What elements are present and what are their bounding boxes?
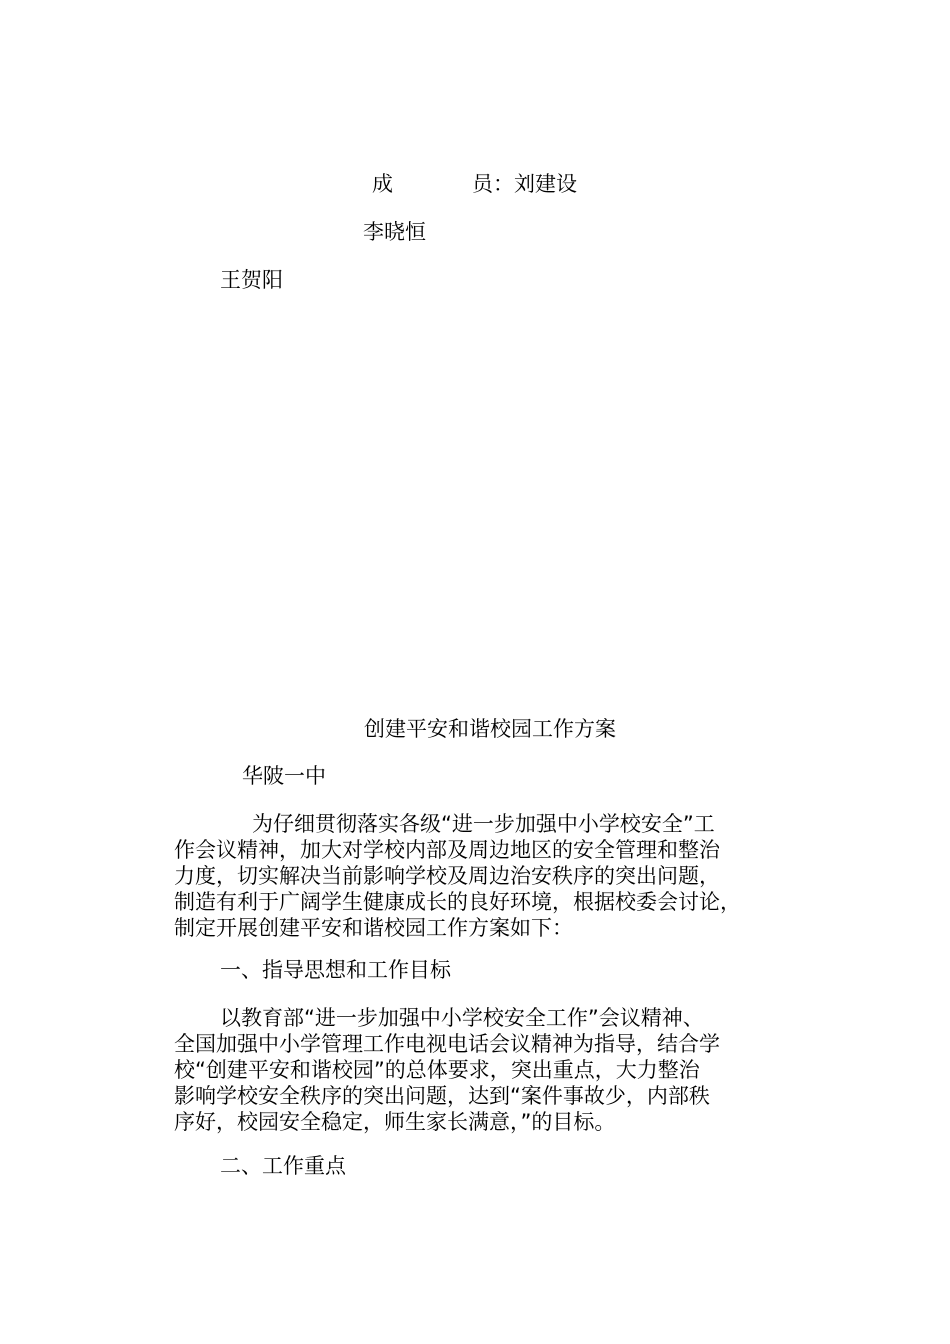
members-line bbox=[372, 171, 577, 197]
section-1-heading: 一、指导思想和工作目标 bbox=[220, 958, 451, 982]
section-1-line: 全国加强中小学管理工作电视电话会议精神为指导，结合学 bbox=[174, 1032, 720, 1056]
intro-paragraph bbox=[174, 811, 774, 941]
section-1-paragraph bbox=[174, 1005, 774, 1135]
intro-line: 制定开展创建平安和谐校园工作方案如下： bbox=[174, 916, 573, 940]
member-name-2: 李晓恒 bbox=[363, 220, 426, 244]
section-1-line: 校“创建平安和谐校园”的总体要求，突出重点，大力整治 bbox=[174, 1058, 700, 1082]
members-label-char-1: 成 bbox=[372, 172, 393, 196]
section-2-heading: 二、工作重点 bbox=[220, 1154, 346, 1178]
member-name-3: 王贺阳 bbox=[220, 268, 283, 292]
member-name-1: 刘建设 bbox=[514, 172, 577, 196]
section-1-line: 影响学校安全秩序的突出问题，达到“案件事故少，内部秩 bbox=[174, 1084, 710, 1108]
intro-line: 为仔细贯彻落实各级“进一步加强中小学校安全”工 bbox=[252, 812, 715, 836]
section-1-line: 以教育部“进一步加强中小学校安全工作”会议精神、 bbox=[220, 1006, 704, 1030]
members-label-char-2: 员： bbox=[472, 172, 514, 196]
section-1-line: 序好，校园安全稳定，师生家长满意，”的目标。 bbox=[174, 1110, 616, 1134]
school-name: 华陂一中 bbox=[242, 764, 326, 788]
intro-line: 作会议精神，加大对学校内部及周边地区的安全管理和整治 bbox=[174, 838, 720, 862]
intro-line: 制造有利于广阔学生健康成长的良好环境，根据校委会讨论， bbox=[174, 890, 741, 914]
document-title: 创建平安和谐校园工作方案 bbox=[364, 717, 616, 741]
intro-line: 力度，切实解决当前影响学校及周边治安秩序的突出问题， bbox=[174, 864, 720, 888]
